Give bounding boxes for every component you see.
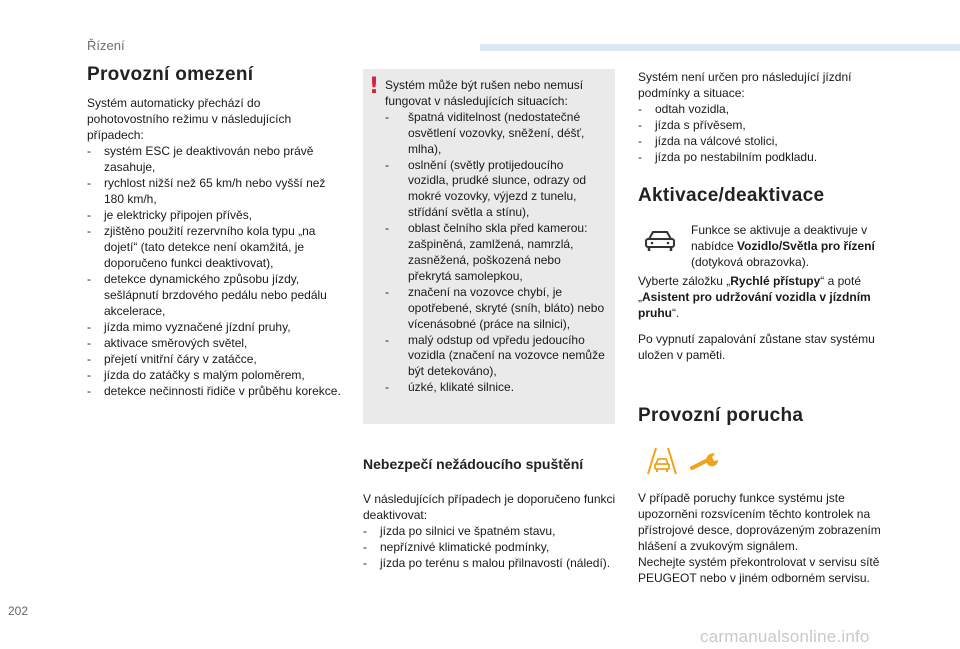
list-item: - zjištěno použití rezervního kola typu „na dojetí“ (tato detekce není okamžitá, je doporučeno funkci deaktivovat),: [87, 223, 342, 271]
fault-service-note: Nechejte systém překontrolovat v servisu sítě PEUGEOT nebo v jiném odborném servisu.: [638, 555, 880, 585]
list-item: - špatná viditelnost (nedostatečné osvětlení vozovky, sněžení, déšť, mlha),: [385, 110, 605, 158]
activation-text-post: (dotyková obrazovka).: [691, 255, 810, 269]
list-item: - jízda mimo vyznačené jízdní pruhy,: [87, 319, 342, 335]
warning-list: [385, 110, 605, 396]
list-item: - systém ESC je deaktivován nebo právě zasahuje,: [87, 143, 342, 175]
column-not-intended: [638, 69, 893, 165]
list-item: - jízda po nestabilním podkladu.: [638, 149, 893, 165]
list-item: - malý odstup od vpředu jedoucího vozidla (značení na vozovce nemůže být detekováno),: [385, 333, 605, 381]
warning-intro: Systém může být rušen nebo nemusí fungovat v následujících situacích:: [385, 78, 584, 108]
not-intended-list: [638, 101, 893, 165]
section-label: Řízení: [87, 38, 125, 53]
list-item: - přejetí vnitřní čáry v zatáčce,: [87, 351, 342, 367]
section-fault: [638, 405, 893, 426]
page-number: 202: [8, 604, 29, 618]
heading-fault: Provozní porucha: [638, 405, 804, 426]
list-item: - nepříznivé klimatické podmínky,: [363, 539, 618, 555]
tab-name-quick-access: Rychlé přístupy: [730, 274, 821, 288]
list-item: - je elektricky připojen přívěs,: [87, 207, 342, 223]
section-activation: [638, 185, 893, 206]
function-name-lane-assist: Asistent pro udržování vozidla v jízdním pruhu: [638, 290, 871, 320]
list-item: - jízda do zatáčky s malým poloměrem,: [87, 367, 342, 383]
header-bar: [480, 44, 960, 51]
operating-limits-intro: Systém automaticky přechází do pohotovostního režimu v následujících případech:: [87, 96, 292, 142]
column-unwanted-triggering: [363, 456, 618, 571]
list-item: - značení na vozovce chybí, je opotřebené, skryté (sníh, bláto) nebo vícenásobné (práce na silnici),: [385, 285, 605, 333]
memory-note: Po vypnutí zapalování zůstane stav systému uložen v paměti.: [638, 332, 875, 362]
not-intended-intro: Systém není určen pro následující jízdní podmínky a situace:: [638, 70, 852, 100]
list-item: - úzké, klikaté silnice.: [385, 380, 605, 396]
list-item: - oslnění (světly protijedoucího vozidla, prudké slunce, odrazy od mokré vozovky, výjezd z tunelu, střídání světla a stínu),: [385, 158, 605, 222]
lane-warning-icon: [645, 446, 679, 481]
watermark: carmanualsonline.info: [700, 627, 870, 646]
list-item: - detekce dynamického způsobu jízdy, sešlápnutí brzdového pedálu nebo pedálu akcelerace,: [87, 271, 342, 319]
activation-text-pre: Funkce se aktivuje a deaktivuje v nabídce: [691, 223, 868, 253]
warning-icon: !: [369, 74, 380, 99]
activation-menu-name: Vozidlo/Světla pro řízení: [737, 239, 875, 253]
list-item: - detekce nečinnosti řidiče v průběhu korekce.: [87, 383, 342, 399]
heading-unwanted-triggering: Nebezpečí nežádoucího spuštění: [363, 456, 584, 472]
wrench-icon: [689, 451, 721, 478]
activation-instructions: [638, 273, 893, 363]
heading-operating-limits: Provozní omezení: [87, 64, 254, 85]
list-item: - jízda s přívěsem,: [638, 117, 893, 133]
list-item: - oblast čelního skla před kamerou: zašpiněná, zamlžená, namrzlá, zasněžená, poškozená nebo překrytá samolepkou,: [385, 221, 605, 285]
list-item: - rychlost nižší než 65 km/h nebo vyšší než 180 km/h,: [87, 175, 342, 207]
list-item: - jízda po silnici ve špatném stavu,: [363, 523, 618, 539]
operating-limits-list: [87, 143, 342, 399]
list-item: - odtah vozidla,: [638, 101, 893, 117]
instruction-text: “.: [672, 306, 680, 320]
column-operating-limits: [87, 64, 342, 399]
instruction-text: Vyberte záložku „: [638, 274, 731, 288]
fault-description: V případě poruchy funkce systému jste upozorněni rozsvícením těchto kontrolek na přístrojové desce, doprovázeným zobrazením hlášení a zvukovým signálem.: [638, 491, 881, 553]
unwanted-intro: V následujících případech je doporučeno funkci deaktivovat:: [363, 492, 616, 522]
instruction-text: “ a poté „: [638, 274, 861, 304]
fault-text: [638, 490, 896, 586]
activation-text: [691, 222, 896, 270]
list-item: - jízda po terénu s malou přilnavostí (náledí).: [363, 555, 618, 571]
warning-box: [363, 69, 615, 424]
list-item: - aktivace směrových světel,: [87, 335, 342, 351]
list-item: - jízda na válcové stolici,: [638, 133, 893, 149]
heading-activation: Aktivace/deaktivace: [638, 185, 825, 206]
unwanted-list: [363, 523, 618, 571]
car-icon: [643, 229, 677, 258]
